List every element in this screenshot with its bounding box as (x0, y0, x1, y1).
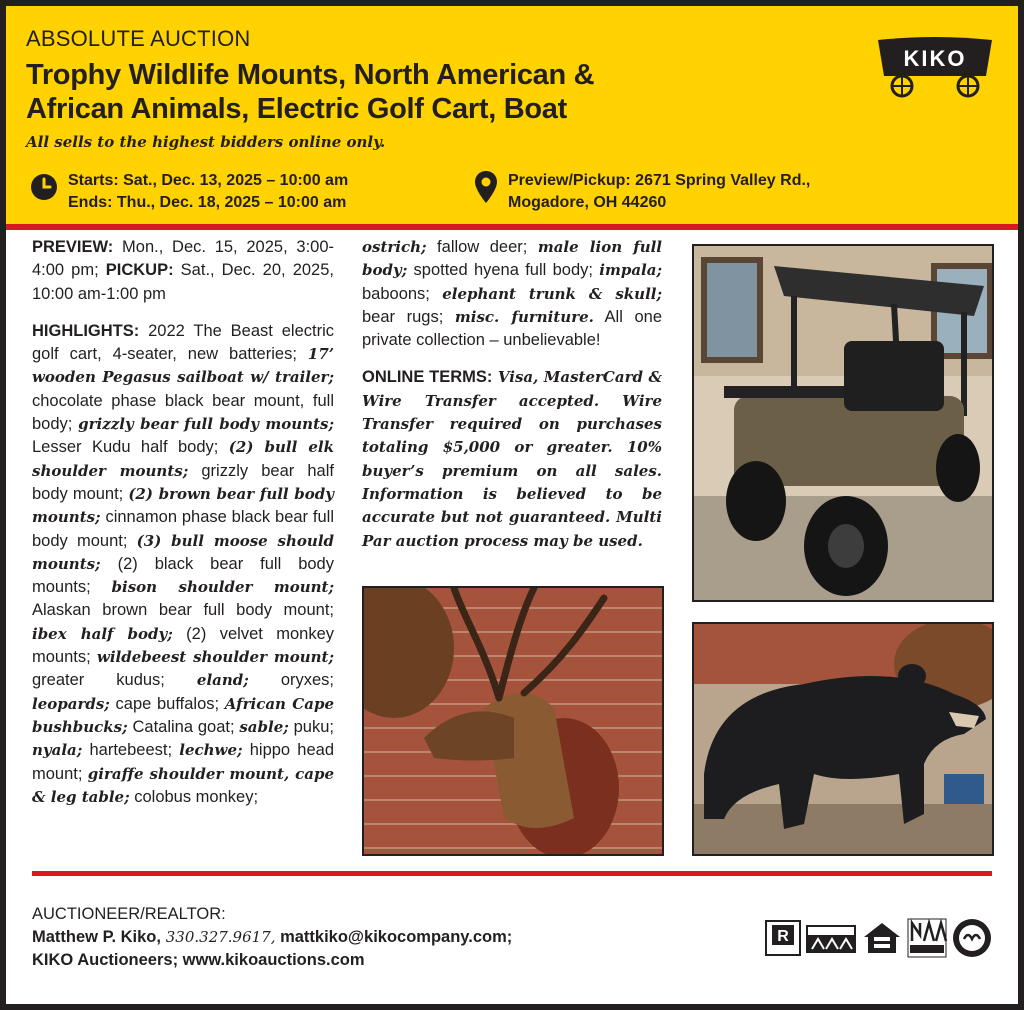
online-terms-paragraph (362, 366, 662, 552)
auction-dates (68, 170, 348, 214)
hl-text: Catalina goat; (127, 717, 240, 736)
hl-text: fallow deer; (426, 238, 538, 256)
oaa-badge (953, 919, 991, 957)
membership-badges (764, 915, 994, 961)
hl-text: colobus monkey; (129, 787, 259, 806)
realtor-badge (766, 921, 800, 955)
hl-italic: lechwe; (179, 741, 243, 760)
auctioneer-email: mattkiko@kikocompany.com; (275, 928, 513, 946)
pickup-label: PICKUP: (105, 261, 174, 280)
auction-title (26, 58, 786, 126)
equal-housing-badge (864, 923, 900, 953)
hl-text: hippo head mount; (32, 741, 334, 783)
hl-text: cape buffalos; (109, 694, 225, 713)
auctioneer-contact (32, 926, 512, 949)
location-pin-icon (474, 170, 498, 204)
hl-text: (2) velvet monkey mounts; (32, 624, 334, 667)
preview-address-line-1: Preview/Pickup: 2671 Spring Valley Rd., (508, 172, 811, 189)
hl-italic: wildebeest shoulder mount; (96, 648, 334, 667)
hl-italic: bison shoulder mount; (111, 578, 334, 597)
hl-italic: elephant trunk & skull; (442, 284, 663, 303)
footer-divider (32, 871, 992, 876)
hl-italic: nyala; (32, 741, 83, 760)
hl-text: greater kudus; (32, 671, 197, 690)
hl-text: baboons; (362, 284, 443, 303)
title-line-2: African Animals, Electric Golf Cart, Boat (26, 93, 567, 125)
header-divider (6, 224, 1018, 230)
preview-pickup-paragraph (32, 236, 334, 306)
hl-italic: giraffe shoulder mount, cape & leg table; (32, 764, 334, 806)
auctioneer-name: Matthew P. Kiko, (32, 928, 161, 946)
company-website: KIKO Auctioneers; www.kikoauctions.com (32, 951, 365, 969)
hl-text: Alaskan brown bear full body mount; (32, 601, 334, 620)
black-bear-photo (692, 622, 994, 856)
hl-italic: African Cape bushbucks; (32, 694, 334, 736)
terms-label: ONLINE TERMS: (362, 368, 493, 387)
auctioneer-phone: 330.327.9617, (160, 928, 276, 946)
preview-label: PREVIEW: (32, 238, 114, 256)
footer-contact (32, 903, 512, 972)
hl-italic: misc. furniture. (454, 307, 594, 326)
hl-italic: impala; (599, 261, 662, 280)
mls-badge (806, 925, 856, 953)
golf-cart-illustration (694, 246, 992, 600)
highlights-continued (362, 236, 662, 352)
auctioneer-label: AUCTIONEER/REALTOR: (32, 905, 226, 923)
hl-text: Lesser Kudu half body; (32, 438, 229, 457)
auction-subtitle: All sells to the highest bidders online only. (26, 133, 386, 151)
hl-text: chocolate phase black bear mount, full body; (32, 391, 334, 434)
highlights-label: HIGHLIGHTS: (32, 321, 140, 340)
hl-text: 2022 The Beast electric golf cart, 4-seater, new batteries; (32, 321, 334, 364)
hl-text: hartebeest; (82, 741, 180, 760)
hl-text: cinnamon phase black bear full body mount; (32, 508, 334, 550)
hl-italic: leopards; (32, 694, 110, 713)
golf-cart-photo (692, 244, 994, 602)
hl-italic: (3) bull moose should mounts; (32, 531, 334, 573)
svg-text:R: R (777, 928, 789, 945)
pickup-text: Sat., Dec. 20, 2025, 10:00 am-1:00 pm (32, 261, 334, 303)
hl-text: bear rugs; (362, 307, 455, 326)
preview-location (508, 170, 810, 214)
hl-italic: sable; (239, 717, 289, 736)
hl-italic: male lion full body; (362, 238, 663, 280)
hl-text: grizzly bear half body mount; (32, 461, 334, 503)
auction-kicker: ABSOLUTE AUCTION (26, 26, 251, 51)
elk-mount-photo (362, 586, 664, 856)
starts-date: Starts: Sat., Dec. 13, 2025 – 10:00 am (68, 172, 349, 189)
hl-text: All one private collection – unbelievable! (362, 307, 662, 350)
title-line-1: Trophy Wildlife Mounts, North American & (26, 59, 595, 91)
highlights-paragraph (32, 320, 334, 809)
logo-text: KIKO (903, 46, 967, 71)
body-column-middle (362, 236, 662, 567)
naa-badge (908, 919, 946, 957)
hl-italic: (2) bull elk shoulder mounts; (32, 438, 334, 480)
hl-italic: grizzly bear full body mounts; (78, 415, 334, 434)
hl-text: spotted hyena full body; (407, 261, 600, 280)
preview-address-line-2: Mogadore, OH 44260 (508, 194, 667, 211)
hl-italic: eland; (196, 671, 249, 690)
preview-text: Mon., Dec. 15, 2025, 3:00-4:00 pm; (32, 238, 334, 280)
hl-italic: 17’ wooden Pegasus sailboat w/ trailer; (32, 345, 334, 387)
bear-illustration (694, 624, 992, 854)
terms-text: Visa, MasterCard & Wire Transfer accepted. Wire Transfer required on purchases totaling $5,000 or greater. 10% buyer’s premium on all sales. Information is believed to be accurate but not guaranteed. Multi Par auction process may be used. (362, 368, 662, 550)
kiko-wagon-logo (876, 36, 994, 98)
hl-text: oryxes; (248, 671, 334, 690)
elk-illustration (364, 588, 662, 854)
hl-italic: ostrich; (362, 238, 427, 256)
body-column-left (32, 236, 334, 823)
hl-text: puku; (288, 717, 334, 736)
hl-italic: ibex half body; (32, 624, 173, 643)
hl-italic: (2) brown bear full body mounts; (32, 484, 334, 527)
ends-date: Ends: Thu., Dec. 18, 2025 – 10:00 am (68, 194, 347, 211)
hl-text: (2) black bear full body mounts; (32, 554, 334, 597)
clock-icon (30, 173, 58, 201)
